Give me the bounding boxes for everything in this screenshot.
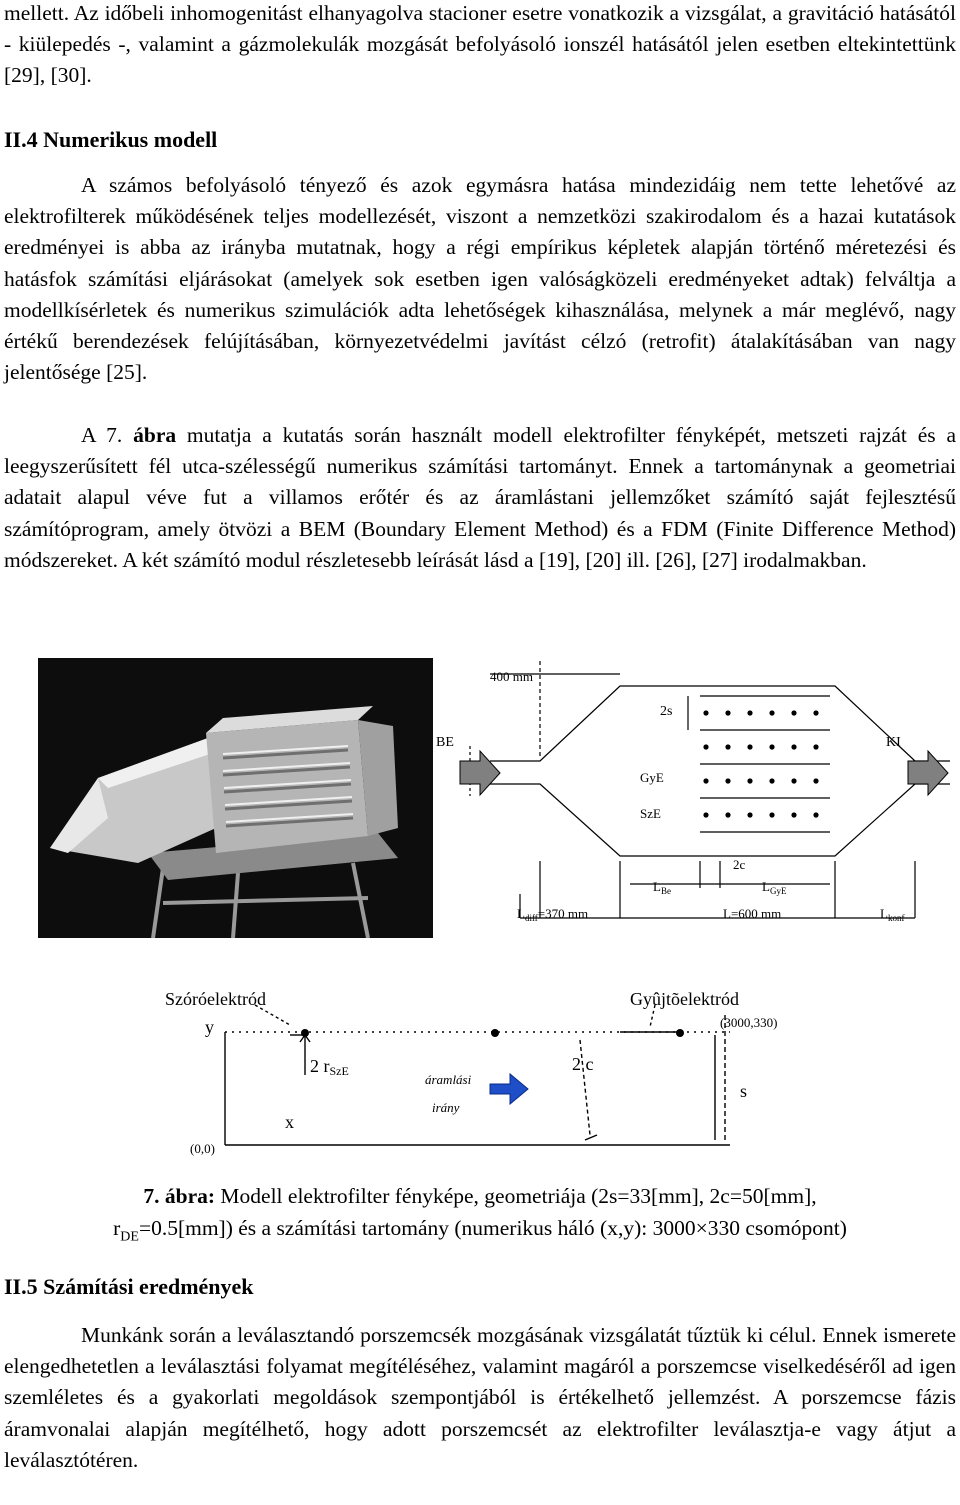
numerical-domain-sketch (160, 975, 800, 1165)
paragraph-numerikus-modell: A számos befolyásoló tényező és azok egymásra hatása mindezidáig nem tette lehetővé az elektrofilterek működésének teljes modellezését, viszont a nemzetközi szakirodalom és a hazai kutatások eredményei is abba az irányba mutatnak, hogy a régi empírikus képletek alapján történő méretezési és hatásfok számítási eljárásokat (amelyek sok esetben igen valóságközeli eredményeket adtak) felváltja a modellkísérletek és numerikus szimulációk adta lehetőségek kihasználása, melynek a már meglévő, nagy értékű berendezések felújításában, környezetvédelmi javítást célzó (retrofit) átalakításában van nagy jelentősége [25]. (4, 173, 956, 385)
domain-flow-label-2: irány (432, 1100, 460, 1115)
domain-x-axis-label: x (285, 1112, 294, 1132)
domain-collector-label: Gyûjtõelektród (630, 989, 739, 1009)
paragraph-figure-description: A 7. ábra mutatja a kutatás során használt modell elektrofilter fényképét, metszeti rajzát és a leegyszerűsített fél utca-szélességű numerikus számítási tartományt. Ennek a tartománynak a geometriai adatait alapul véve fut a villamos erőtér és az áramlástani jellemzőket számító saját fejlesztésű számítóprogram, amely ötvözi a BEM (Boundary Element Method) és a FDM (Finite Difference Method) módszereket. A két számító modul részletesebb leírását lásd a [19], [20] ill. [26], [27] irodalmakban. (4, 423, 956, 572)
geom-s-label: 2s (660, 704, 673, 719)
electrofilter-photo (38, 658, 433, 938)
geom-lgye-label: $L_{GyE}$ (762, 879, 787, 896)
geom-lkonf-label: $L_{konf}$ (880, 906, 905, 923)
geom-discharge-label: SzE (640, 806, 661, 821)
geom-collector-label: GyE (640, 770, 664, 785)
domain-radius-label: 2 rSzE (310, 1056, 349, 1078)
electrofilter-geometry-drawing (430, 656, 955, 936)
geom-ldiff-label: $L_{diff}=370$ mm (517, 906, 589, 923)
domain-y-axis-label: y (205, 1017, 214, 1037)
geom-inlet-label: BE (436, 735, 454, 750)
figure-caption: 7. ábra: Modell elektrofilter fényképe, geometriája (2s=33[mm], 2c=50[mm], $r_{DE}=0.5[mm]$) és a számítási tartomány (numerikus háló (x,y): 3000×330 csomópont) (113, 1184, 847, 1245)
domain-c-label: 2 c (572, 1054, 594, 1074)
geom-outlet-label: KI (886, 735, 901, 750)
section-title-szamitasi-eredmenyek: II.5 Számítási eredmények (4, 1274, 254, 1299)
geom-c-label: 2c (733, 857, 746, 872)
domain-flow-label-1: áramlási (425, 1072, 472, 1087)
domain-corner-coordinate: (3000,330) (720, 1015, 778, 1030)
geom-lbe-label: $L_{Be}$ (653, 879, 671, 896)
section-title-numerikus-modell: II.4 Numerikus modell (4, 127, 218, 152)
domain-origin-coordinate: (0,0) (190, 1141, 215, 1156)
geom-width-label: 400 mm (490, 669, 533, 684)
domain-discharge-label: Szóróelektród (165, 989, 266, 1009)
paragraph-szamitasi-eredmenyek: Munkánk során a leválasztandó porszemcsék mozgásának vizsgálatát tűztük ki célul. Ennek ismerete elengedhetetlen a leválasztási folyamat megítéléséhez, valamint magáról a porszemcse viselkedéséről ad igen szemléletes és a gyakorlati megoldások szempontjából is értékelhető jellemzést. A porszemcse fázis áramvonalai alapján megítélhető, hogy adott porszemcsét az elektrofilter leválasztja-e vagy átjut a leválasztótéren. (4, 1323, 956, 1472)
geom-lmain-label: L=600 mm (723, 906, 782, 921)
domain-s-label: s (740, 1081, 748, 1101)
intro-paragraph: mellett. Az időbeli inhomogenitást elhanyagolva stacioner esetre vonatkozik a vizsgálat, a gravitáció hatásától - kiülepedés -, valamint a gázmolekulák mozgását befolyásoló ionszél hatásától jelen esetben eltekintettünk [29], [30]. (4, 1, 956, 88)
